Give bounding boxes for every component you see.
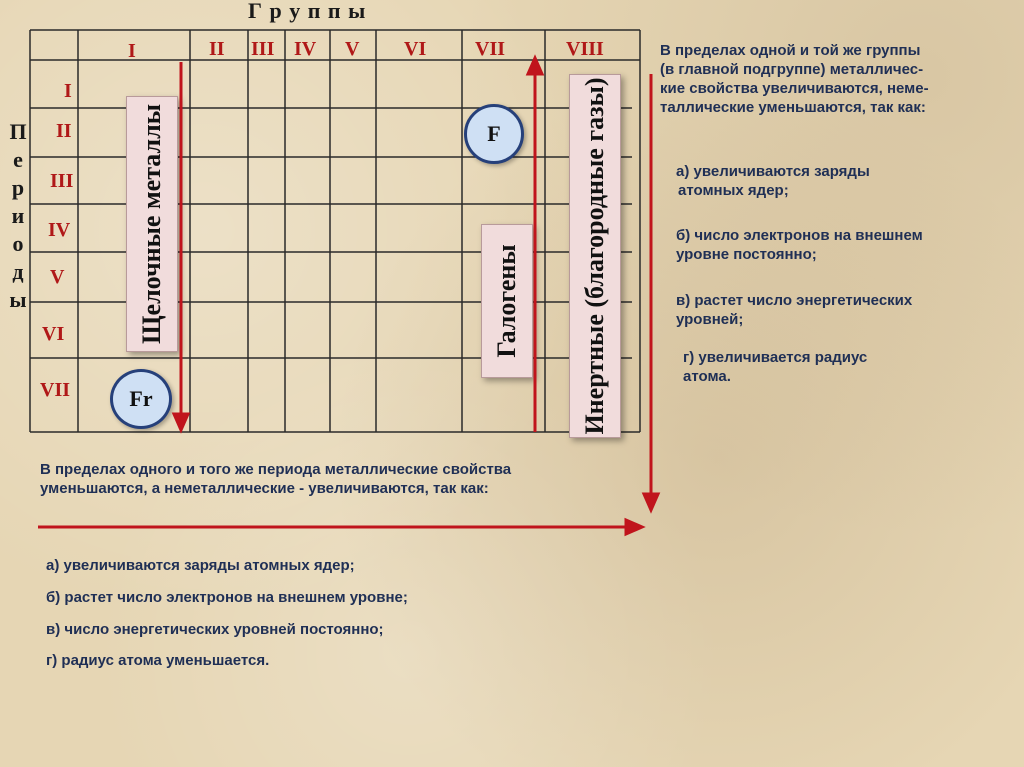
group-header: III — [251, 38, 275, 60]
group-reason-a — [676, 162, 1016, 200]
period-reason-c: в) число энергетических уровней постоянно; — [46, 621, 384, 638]
text-line: в) растет число энергетических — [676, 292, 913, 309]
text-line: уровне постоянно; — [676, 246, 817, 263]
halogen-up-arrow-head — [528, 58, 542, 74]
group-reason-d — [683, 348, 1013, 386]
text-line: б) число электронов на внешнем — [676, 227, 923, 244]
group-reason-c — [676, 291, 1016, 329]
groups-title: Г р у п п ы — [248, 0, 367, 23]
period-number: VI — [42, 323, 65, 345]
group-header: VI — [404, 38, 427, 60]
periods-letter: р — [11, 175, 25, 200]
group-reason-b — [676, 226, 1016, 264]
period-trend-arrow-head — [626, 520, 642, 534]
francium-symbol: Fr — [129, 386, 153, 411]
period-reason-b: б) растет число электронов на внешнем уровне; — [46, 589, 408, 606]
text-line: уровней; — [676, 311, 744, 328]
periods-letter: д — [12, 259, 24, 284]
periods-letter: и — [11, 203, 25, 228]
text-line: а) увеличиваются заряды — [676, 163, 870, 180]
text-line: атомных ядер; — [678, 182, 789, 199]
text-line: (в главной подгруппе) металличес- — [660, 61, 924, 78]
group-trend-arrow-head — [644, 494, 658, 510]
group-header: IV — [294, 38, 317, 60]
period-number: III — [50, 170, 74, 192]
period-reason-a: а) увеличиваются заряды атомных ядер; — [46, 557, 355, 574]
text-line: таллические уменьшаются, так как: — [660, 99, 926, 116]
period-number: I — [64, 80, 72, 102]
halogens-label: Галогены — [492, 244, 521, 358]
text-line: уменьшаются, а неметаллические - увеличиваются, так как: — [40, 480, 489, 497]
fluorine-symbol: F — [487, 121, 501, 146]
group-header: V — [345, 38, 360, 60]
period-trend-intro — [40, 460, 640, 498]
text-line: кие свойства увеличиваются, неме- — [660, 80, 929, 97]
group-header: I — [128, 40, 136, 62]
periods-letter: П — [9, 119, 27, 144]
noble-gases-label: Инертные (благородные газы) — [580, 77, 609, 435]
period-number: V — [50, 266, 65, 288]
text-line: атома. — [683, 368, 731, 385]
group-trend-intro — [660, 41, 1020, 117]
period-number: II — [56, 120, 72, 142]
group-header: II — [209, 38, 225, 60]
periods-letter: е — [13, 147, 23, 172]
group-header: VIII — [566, 38, 604, 60]
group-down-arrow-head — [174, 414, 188, 430]
period-number: VII — [40, 379, 71, 401]
periods-letter: о — [12, 231, 24, 256]
period-number: IV — [48, 219, 71, 241]
text-line: В пределах одного и того же периода металлические свойства — [40, 461, 512, 478]
period-reason-d: г) радиус атома уменьшается. — [46, 652, 270, 669]
periods-letter: ы — [9, 287, 27, 312]
text-line: В пределах одной и той же группы — [660, 42, 921, 59]
text-line: г) увеличивается радиус — [683, 349, 868, 366]
group-header: VII — [475, 38, 506, 60]
alkali-metals-label: Щелочные металлы — [137, 103, 166, 345]
